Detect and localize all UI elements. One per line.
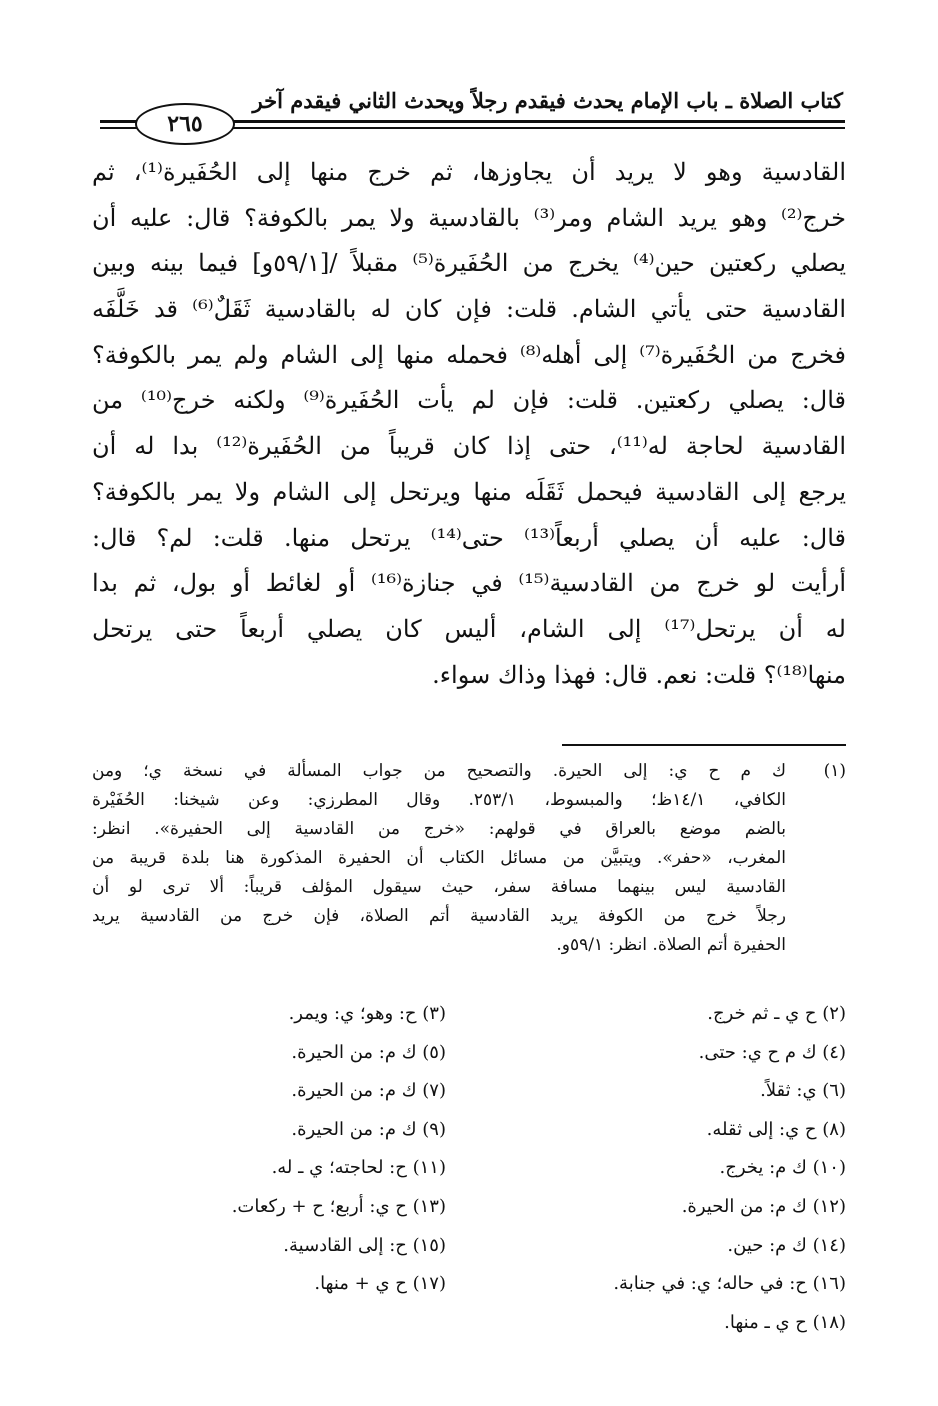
footnote-row (92, 1111, 846, 1150)
text-line: القادسية لحاجة له⁽¹¹⁾، حتى إذا كان قريباً من الحُفَيرة⁽¹²⁾ بدا له أن (92, 432, 846, 461)
footnote-row (92, 1188, 846, 1227)
footnote-line: القادسية ليس بينهما مسافة سفر، حيث سيقول المؤلف قريباً: ألا ترى لو أن (92, 877, 786, 897)
footnote-row (92, 1304, 846, 1343)
text-line: أرأيت لو خرج من القادسية⁽¹⁵⁾ في جنازة⁽¹⁶⁾ أو لغائط أو بول، ثم بدا (92, 569, 846, 598)
footnote-line: الحفيرة أتم الصلاة. انظر: ٥٩/١و. (556, 935, 786, 955)
footnote-item: (٤) ك م ح ي: حتى. (698, 1041, 846, 1063)
footnote-item: (٨) ح ي: إلى ثقله. (706, 1118, 846, 1140)
footnote-item: (١٣) ح ي: أربع؛ ح + ركعات. (231, 1195, 446, 1217)
footnote-item: (٦) ي: ثقلاً. (760, 1080, 846, 1102)
footnote-line: بالضم موضع بالعراق في قولهم: «خرج من القادسية إلى الحفيرة». انظر: (92, 819, 786, 839)
text-line: القادسية وهو لا يريد أن يجاوزها، ثم خرج منها إلى الحُفَيرة⁽¹⁾، ثم (92, 158, 847, 186)
footnote-item: (١١) ح: لحاجته؛ ي ـ له. (271, 1157, 446, 1179)
main-text (92, 150, 846, 698)
footnote-item: (١٥) ح: إلى القادسية. (283, 1234, 446, 1256)
footnote-line: الكافي، ١٤/١ظ؛ والمبسوط، ٢٥٣/١. وقال المطرزي: وعن شيخنا: الحُفَيْرة (92, 790, 786, 810)
footnote-item: (١٦) ح: في حاله؛ ي: في جنابة. (613, 1273, 846, 1295)
text-line: منها⁽¹⁸⁾؟ قلت: نعم. قال: فهذا وذاك سواء. (432, 660, 846, 689)
text-line: قال: عليه أن يصلي أربعاً⁽¹³⁾ حتى⁽¹⁴⁾ يرتحل منها. قلت: لم؟ قال: (92, 523, 847, 552)
footnote-row (92, 1034, 846, 1073)
footnote-item: (٢) ح ي ـ ثم خرج. (707, 1003, 846, 1024)
footnote-line: المغرب، «حفر». ويتبيَّن من مسائل الكتاب أن الحفيرة المذكورة هنا بلدة قريبة من (92, 848, 786, 868)
footnote-row (92, 995, 846, 1034)
footnote-number: (١) (823, 761, 846, 781)
footnote-line: ك م ح ي: إلى الحيرة. والتصحيح من جواب المسألة في نسخة ي؛ ومن (92, 761, 786, 781)
footnote-row (92, 1227, 846, 1266)
footnote-separator (562, 744, 846, 746)
footnote-row (92, 1265, 846, 1304)
text-line: فخرج من الحُفَيرة⁽⁷⁾ إلى أهله⁽⁸⁾ فحمله منها إلى الشام ولم يمر بالكوفة؟ (92, 340, 846, 369)
text-line: يصلي ركعتين حين⁽⁴⁾ يخرج من الحُفَيرة⁽⁵⁾ مقبلاً /[٥٩/١و] فيما بينه وبين (92, 249, 846, 278)
text-line: القادسية حتى يأتي الشام. قلت: فإن كان له بالقادسية ثَقَلٌ⁽⁶⁾ قد خَلَّفَه (92, 295, 846, 324)
footnote-list (92, 995, 846, 1342)
text-line: خرج⁽²⁾ وهو يريد الشام ومر⁽³⁾ بالقادسية ولا يمر بالكوفة؟ قال: عليه أن (92, 203, 846, 232)
text-line: قال: يصلي ركعتين. قلت: فإن لم يأت الحُفَيرة⁽⁹⁾ ولكنه خرج⁽¹⁰⁾ من (92, 386, 847, 415)
footnote-1 (92, 757, 846, 960)
running-title: كتاب الصلاة ـ باب الإمام يحدث فيقدم رجلاً ويحدث الثاني فيقدم آخر (252, 88, 843, 113)
text-line: له أن يرتحل⁽¹⁷⁾ إلى الشام، أليس كان يصلي أربعاً حتى يرتحل (92, 614, 846, 643)
footnote-item: (٧) ك م: من الحيرة. (291, 1080, 446, 1102)
text-line: يرجع إلى القادسية فيحمل ثَقَلَه منها ويرتحل إلى الشام ولا يمر بالكوفة؟ (92, 477, 846, 506)
footnote-item: (٣) ح: وهو؛ ي: ويمر. (288, 1003, 446, 1024)
footnote-item (106, 1304, 446, 1343)
page-number: ٢٦٥ (135, 103, 235, 145)
footnote-row (92, 1072, 846, 1111)
footnote-item: (٥) ك م: من الحيرة. (291, 1041, 446, 1063)
footnote-item: (١٤) ك م: حين. (727, 1234, 846, 1256)
footnote-item: (١٨) ح ي ـ منها. (724, 1311, 846, 1333)
footnote-item: (١٠) ك م: يخرج. (719, 1157, 846, 1179)
footnote-line: رجلاً خرج من الكوفة يريد القادسية أتم الصلاة، فإن خرج من القادسية يريد (92, 906, 786, 926)
footnote-row (92, 1149, 846, 1188)
footnote-item: (٩) ك م: من الحيرة. (291, 1118, 446, 1140)
footnote-item: (١٢) ك م: من الحيرة. (681, 1195, 846, 1217)
footnote-item: (١٧) ح ي + منها. (314, 1273, 446, 1295)
